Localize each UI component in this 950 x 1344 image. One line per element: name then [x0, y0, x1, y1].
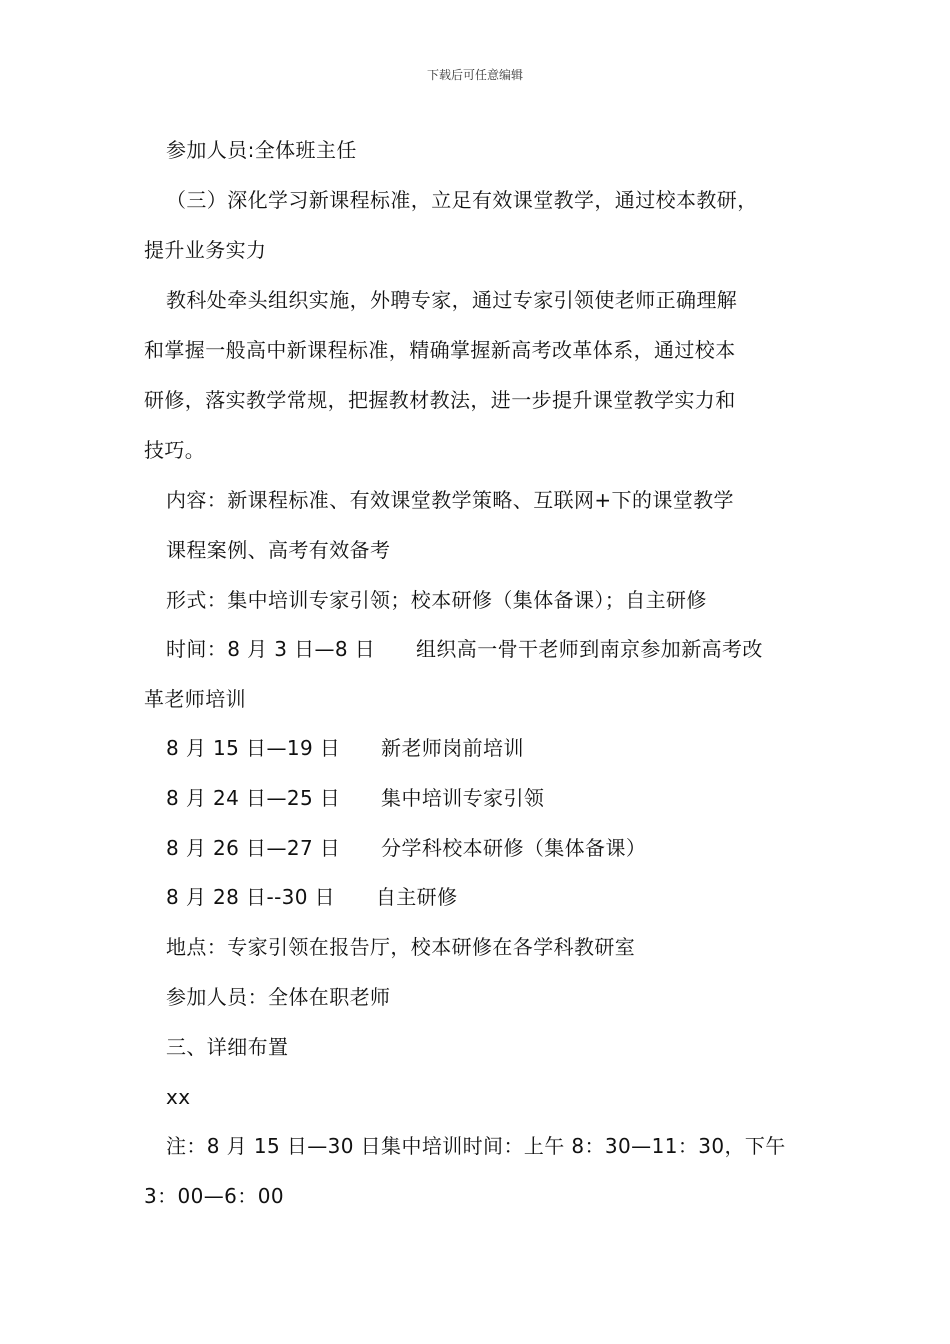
participants-all-teachers: 参加人员：全体在职老师: [166, 985, 391, 1009]
paragraph-line-2: 和掌握一般高中新课程标准，精确掌握新高考改革体系，通过校本: [144, 338, 736, 362]
schedule-item-1: 8 月 15 日—19 日 新老师岗前培训: [166, 736, 524, 760]
section-3-heading: （三）深化学习新课程标准，立足有效课堂教学，通过校本教研，: [166, 188, 758, 212]
participants-headteachers: 参加人员:全体班主任: [166, 138, 357, 162]
schedule-item-4: 8 月 28 日--30 日 自主研修: [166, 885, 458, 909]
section-3-detail-heading: 三、详细布置: [166, 1035, 289, 1059]
schedule-item-2: 8 月 24 日—25 日 集中培训专家引领: [166, 786, 545, 810]
section-3-heading-cont: 提升业务实力: [144, 238, 267, 262]
content-line: 内容：新课程标准、有效课堂教学策略、互联网+下的课堂教学: [166, 488, 734, 512]
schedule-item-3: 8 月 26 日—27 日 分学科校本研修（集体备课）: [166, 836, 647, 860]
time-line: 时间：8 月 3 日—8 日 组织高一骨干老师到南京参加新高考改: [166, 637, 763, 661]
paragraph-line-4: 技巧。: [144, 438, 206, 462]
page-header: 下载后可任意编辑: [426, 68, 523, 82]
note-line-cont: 3：00—6：00: [144, 1184, 284, 1208]
format-line: 形式：集中培训专家引领；校本研修（集体备课）；自主研修: [166, 588, 707, 612]
location-line: 地点：专家引领在报告厅，校本研修在各学科教研室: [166, 935, 636, 959]
note-line: 注：8 月 15 日—30 日集中培训时间：上午 8：30—11：30，下午: [166, 1134, 786, 1158]
content-line-cont: 课程案例、高考有效备考: [166, 538, 391, 562]
paragraph-line-3: 研修，落实教学常规，把握教材教法，进一步提升课堂教学实力和: [144, 388, 736, 412]
placeholder-xx: xx: [166, 1085, 191, 1109]
time-line-cont: 革老师培训: [144, 687, 246, 711]
paragraph-line-1: 教科处牵头组织实施，外聘专家，通过专家引领使老师正确理解: [166, 288, 738, 312]
